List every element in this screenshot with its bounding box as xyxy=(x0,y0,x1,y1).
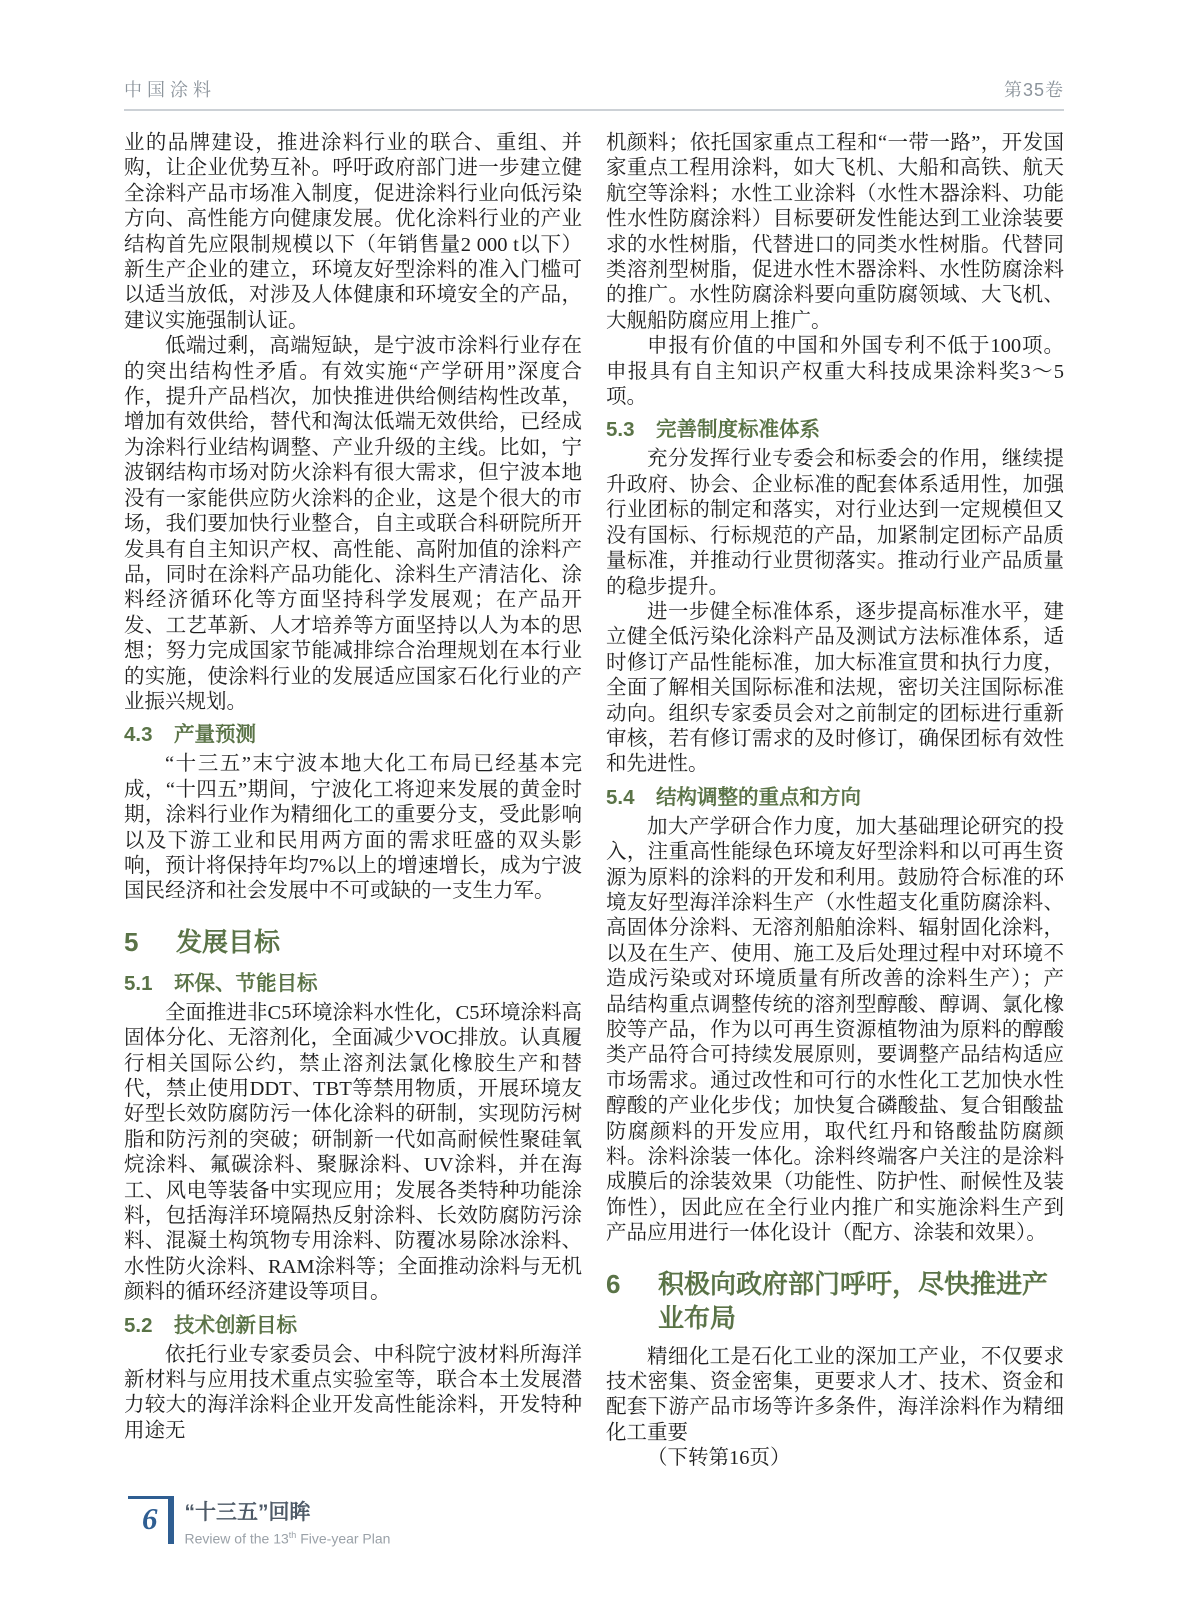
section-number: 4.3 xyxy=(124,723,153,747)
section-title: 产量预测 xyxy=(174,723,256,747)
article-body xyxy=(124,131,1064,1472)
paragraph: 低端过剩，高端短缺，是宁波市涂料行业存在的突出结构性矛盾。有效实施“产学研用”深度合作，提升产品档次，加快推进供给侧结构性改革，增加有效供给，替代和淘汰低端无效供给，已经成为涂料行业结构调整、产业升级的主线。比如，宁波钢结构市场对防火涂料有很大需求，但宁波本地没有一家能供应防火涂料的企业，这是个很大的市场，我们要加快行业整合，自主或联合科研院所开发具有自主知识产权、高性能、高附加值的涂料产品，同时在涂料产品功能化、涂料生产清洁化、涂料经济循环化等方面坚持科学发展观；在产品开发、工艺革新、人才培养等方面坚持以人为本的思想；努力完成国家节能减排综合治理规划在本行业的实施，使涂料行业的发展适应国家石化行业的产业振兴规划。 xyxy=(124,335,582,713)
paragraph: 进一步健全标准体系，逐步提高标准水平，建立健全低污染化涂料产品及测试方法标准体系，适时修订产品性能标准，加大标准宣贯和执行力度，全面了解相关国际标准和法规，密切关注国际标准动向。组织专家委员会对之前制定的团标进行重新审核，若有修订需求的及时修订，确保团标有效性和先进性。 xyxy=(606,600,1064,776)
paragraph: 充分发挥行业专委会和标委会的作用，继续提升政府、协会、企业标准的配套体系适用性，加强行业团标的制定和落实，对行业达到一定规模但又没有国标、行标规范的产品，加紧制定团标产品质量标准，并推动行业贯彻落实。推动行业产品质量的稳步提升。 xyxy=(606,448,1064,598)
paragraph: 业的品牌建设，推进涂料行业的联合、重组、并购，让企业优势互补。呼吁政府部门进一步建立健全涂料产品市场准入制度，促进涂料行业向低污染方向、高性能方向健康发展。优化涂料行业的产业结构首先应限制规模以下（年销售量2 000 t以下）新生产企业的建立，环境友好型涂料的准入门槛可以适当放低，对涉及人体健康和环境安全的产品，建议实施强制认证。 xyxy=(124,132,582,332)
paragraph: 依托行业专家委员会、中科院宁波材料所海洋新材料与应用技术重点实验室等，联合本土发展潜力较大的海洋涂料企业开发高性能涂料，开发特种用途无 xyxy=(124,1343,582,1442)
volume-label: 第35卷 xyxy=(1003,80,1064,100)
section-number: 5.1 xyxy=(124,971,153,995)
section-number: 5.2 xyxy=(124,1313,153,1337)
section-heading-4-3 xyxy=(124,720,582,749)
right-column xyxy=(606,131,1064,1472)
section-title: 结构调整的重点和方向 xyxy=(656,785,861,809)
paragraph: “十三五”末宁波本地大化工布局已经基本完成，“十四五”期间，宁波化工将迎来发展的黄金时期，涂料行业作为精细化工的重要分支，受此影响以及下游工业和民用两方面的需求旺盛的双头影响，预计将保持年均7%以上的增速增长，成为宁波国民经济和社会发展中不可或缺的一支生力军。 xyxy=(124,753,582,903)
section-title: 发展目标 xyxy=(176,926,281,957)
section-title: 积极向政府部门呼吁，尽快推进产业布局 xyxy=(658,1268,1049,1333)
section-title: 环保、节能目标 xyxy=(174,971,318,995)
paragraph: 精细化工是石化工业的深加工产业，不仅要求技术密集、资金密集，更要求人才、技术、资金和配套下游产品市场等许多条件，海洋涂料作为精细化工重要 xyxy=(606,1345,1064,1444)
section-number: 5 xyxy=(124,926,139,957)
header-divider xyxy=(124,109,1064,111)
page-footer xyxy=(128,1496,390,1548)
paragraph: 机颜料；依托国家重点工程和“一带一路”，开发国家重点工程用涂料，如大飞机、大船和高铁、航天航空等涂料；水性工业涂料（水性木器涂料、功能性水性防腐涂料）目标要研发性能达到工业涂装要求的水性树脂，代替进口的同类水性树脂。代替同类溶剂型树脂，促进水性木器涂料、水性防腐涂料的推广。水性防腐涂料要向重防腐领域、大飞机、大舰船防腐应用上推广。 xyxy=(606,132,1064,332)
page-number: 6 xyxy=(142,1501,158,1536)
series-title: “十三五”回眸 xyxy=(184,1501,311,1524)
journal-title: 中国涂料 xyxy=(124,80,216,100)
paragraph: 加大产学研合作力度，加大基础理论研究的投入，注重高性能绿色环境友好型涂料和以可再生资源为原料的涂料的开发和利用。鼓励符合标准的环境友好型海洋涂料生产（水性超支化重防腐涂料、高固体分涂料、无溶剂船舶涂料、辐射固化涂料，以及在生产、使用、施工及后处理过程中对环境不造成污染或对环境质量有所改善的涂料生产）；产品结构重点调整传统的溶剂型醇酸、醇调、氯化橡胶等产品，作为以可再生资源植物油为原料的醇酸类产品符合可持续发展原则，要调整产品结构适应市场需求。通过改性和可行的水性化工艺加快水性醇酸的产业化步伐；加快复合磷酸盐、复合钼酸盐防腐颜料的开发应用，取代红丹和铬酸盐防腐颜料。涂料涂装一体化。涂料终端客户关注的是涂料成膜后的涂装效果（功能性、防护性、耐候性及装饰性），因此应在全行业内推广和实施涂料生产到产品应用进行一体化设计（配方、涂装和效果）。 xyxy=(606,815,1064,1245)
section-title: 技术创新目标 xyxy=(174,1313,297,1337)
section-heading-5-3 xyxy=(606,415,1064,444)
series-banner xyxy=(185,1496,391,1548)
section-heading-5 xyxy=(124,925,582,959)
continued-on-page-note: （下转第16页） xyxy=(647,1447,791,1470)
series-subtitle: Review of the 13th Five-year Plan xyxy=(184,1530,391,1547)
section-heading-5-4 xyxy=(606,783,1064,812)
section-heading-6 xyxy=(606,1267,1064,1335)
section-heading-5-1 xyxy=(124,969,582,998)
page-number-bracket xyxy=(128,1496,174,1544)
section-title: 完善制度标准体系 xyxy=(656,418,820,442)
section-number: 5.4 xyxy=(606,785,635,809)
page-header xyxy=(124,76,1064,111)
paragraph: 全面推进非C5环境涂料水性化，C5环境涂料高固体分化、无溶剂化，全面减少VOC排放。认真履行相关国际公约，禁止溶剂法氯化橡胶生产和替代，禁止使用DDT、TBT等禁用物质，开展环境友好型长效防腐防污一体化涂料的研制，实现防污树脂和防污剂的突破；研制新一代如高耐候性聚硅氧烷涂料、氟碳涂料、聚脲涂料、UV涂料，并在海工、风电等装备中实现应用；发展各类特种功能涂料，包括海洋环境隔热反射涂料、长效防腐防污涂料、混凝土构筑物专用涂料、防覆冰易除冰涂料、水性防火涂料、RAM涂料等；全面推动涂料与无机颜料的循环经济建设等项目。 xyxy=(124,1001,582,1304)
section-heading-5-2 xyxy=(124,1311,582,1340)
section-number: 6 xyxy=(606,1268,621,1299)
section-number: 5.3 xyxy=(606,418,635,442)
left-column xyxy=(124,131,582,1472)
paragraph: 申报有价值的中国和外国专利不低于100项。申报具有自主知识产权重大科技成果涂料奖3～5项。 xyxy=(606,335,1064,409)
ordinal-superscript: th xyxy=(288,1530,297,1540)
